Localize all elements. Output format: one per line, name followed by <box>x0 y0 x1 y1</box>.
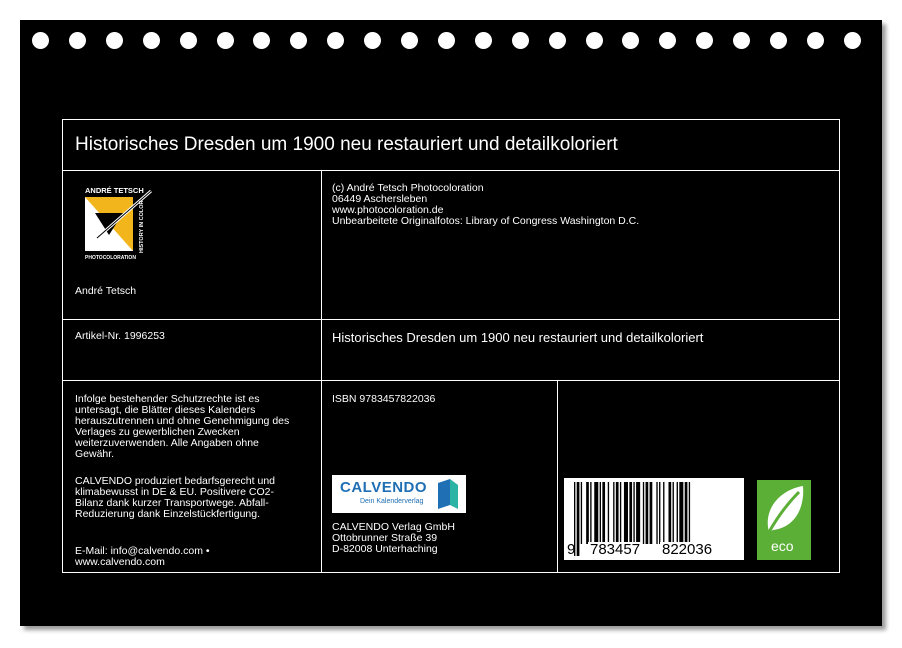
eco-badge <box>757 480 811 560</box>
article-title: Historisches Dresden um 1900 neu restauriert und detailkoloriert <box>332 330 704 345</box>
binding-hole <box>327 32 344 49</box>
binding-hole <box>69 32 86 49</box>
barcode-bar <box>629 482 632 544</box>
svg-text:PHOTOCOLORATION: PHOTOCOLORATION <box>85 255 136 261</box>
binding-hole <box>253 32 270 49</box>
calvendo-logo-name: CALVENDO <box>340 479 428 496</box>
barcode-bar <box>594 482 598 544</box>
barcode-bar <box>616 482 619 544</box>
barcode-bar <box>602 482 605 544</box>
barcode-bar <box>613 482 614 544</box>
binding-hole <box>696 32 713 49</box>
barcode-bar <box>646 482 649 544</box>
binding-hole <box>438 32 455 49</box>
barcode-bar <box>677 482 678 544</box>
calvendo-logo <box>332 475 466 513</box>
barcode-bar <box>586 482 589 544</box>
binding-hole <box>844 32 861 49</box>
credits-text: (c) André Tetsch Photocoloration 06449 Aschersleben www.photocoloration.de Unbearbeitete Originalfotos: Library of Congress Washington D.C. <box>332 182 640 227</box>
barcode-bar <box>620 482 621 544</box>
barcode-bar <box>590 482 591 544</box>
calvendo-logo-tagline: Dein Kalenderverlag <box>360 498 424 505</box>
binding-hole <box>143 32 160 49</box>
barcode-bar <box>659 482 660 544</box>
barcode-bar <box>600 482 601 544</box>
calendar-back-page <box>20 20 882 626</box>
barcode-bar <box>650 482 653 544</box>
binding-holes <box>20 32 882 52</box>
binding-hole <box>549 32 566 49</box>
barcode-bar <box>685 482 688 544</box>
barcode-bar <box>673 482 674 544</box>
contact-info: E-Mail: info@calvendo.com • www.calvendo.com <box>75 545 210 568</box>
article-number: Artikel-Nr. 1996253 <box>75 330 165 342</box>
barcode-digit-first: 9 <box>567 541 576 558</box>
author-name: André Tetsch <box>75 285 137 297</box>
binding-hole <box>401 32 418 49</box>
isbn-barcode <box>564 478 744 560</box>
svg-text:ANDRÉ TETSCH: ANDRÉ TETSCH <box>85 186 144 195</box>
barcode-bar <box>643 482 644 544</box>
binding-hole <box>622 32 639 49</box>
barcode-bar <box>679 482 683 544</box>
barcode-bar <box>608 482 609 544</box>
isbn: ISBN 9783457822036 <box>332 393 436 405</box>
binding-hole <box>770 32 787 49</box>
binding-hole <box>106 32 123 49</box>
article-title-box <box>321 319 840 381</box>
page-title: Historisches Dresden um 1900 neu restauriert und detailkoloriert <box>75 134 618 155</box>
binding-hole <box>32 32 49 49</box>
binding-hole <box>512 32 529 49</box>
binding-hole <box>180 32 197 49</box>
binding-hole <box>475 32 492 49</box>
calvendo-mark-icon <box>436 479 460 509</box>
binding-hole <box>659 32 676 49</box>
article-number-box <box>62 319 322 381</box>
copyright-notice: Infolge bestehender Schutzrechte ist es untersagt, die Blätter dieses Kalenders herauszutrennen und ohne Genehmigung des Verlages zu gewerblichen Zwecken weiterzuverwenden. Alle Angaben ohne Gewähr. <box>75 393 290 460</box>
binding-hole <box>217 32 234 49</box>
publisher-address: CALVENDO Verlag GmbH Ottobrunner Straße 39 D-82008 Unterhaching <box>332 521 455 555</box>
binding-hole <box>807 32 824 49</box>
barcode-bar <box>581 482 582 544</box>
binding-hole <box>290 32 307 49</box>
binding-hole <box>364 32 381 49</box>
leaf-icon <box>757 480 811 540</box>
eco-label: eco <box>771 538 794 554</box>
barcode-bar <box>577 482 580 556</box>
tetsch-logo <box>83 183 153 278</box>
eco-notice: CALVENDO produziert bedarfsgerecht und klimabewusst in DE & EU. Positivere CO2- Bilanz dank kurzer Transportwege. Abfall- Reduzierung dank Einzelstückfertigung. <box>75 475 275 520</box>
barcode-digits-group2: 822036 <box>662 541 713 558</box>
svg-text:HISTORY IN COLOR: HISTORY IN COLOR <box>139 200 145 253</box>
barcode-bar <box>663 482 664 544</box>
barcode-bar <box>656 482 657 544</box>
barcode-bar <box>624 482 628 544</box>
barcode-digits-group1: 783457 <box>590 541 641 558</box>
binding-hole <box>733 32 750 49</box>
barcode-bar <box>669 482 672 544</box>
binding-hole <box>586 32 603 49</box>
barcode-bar <box>636 482 640 544</box>
